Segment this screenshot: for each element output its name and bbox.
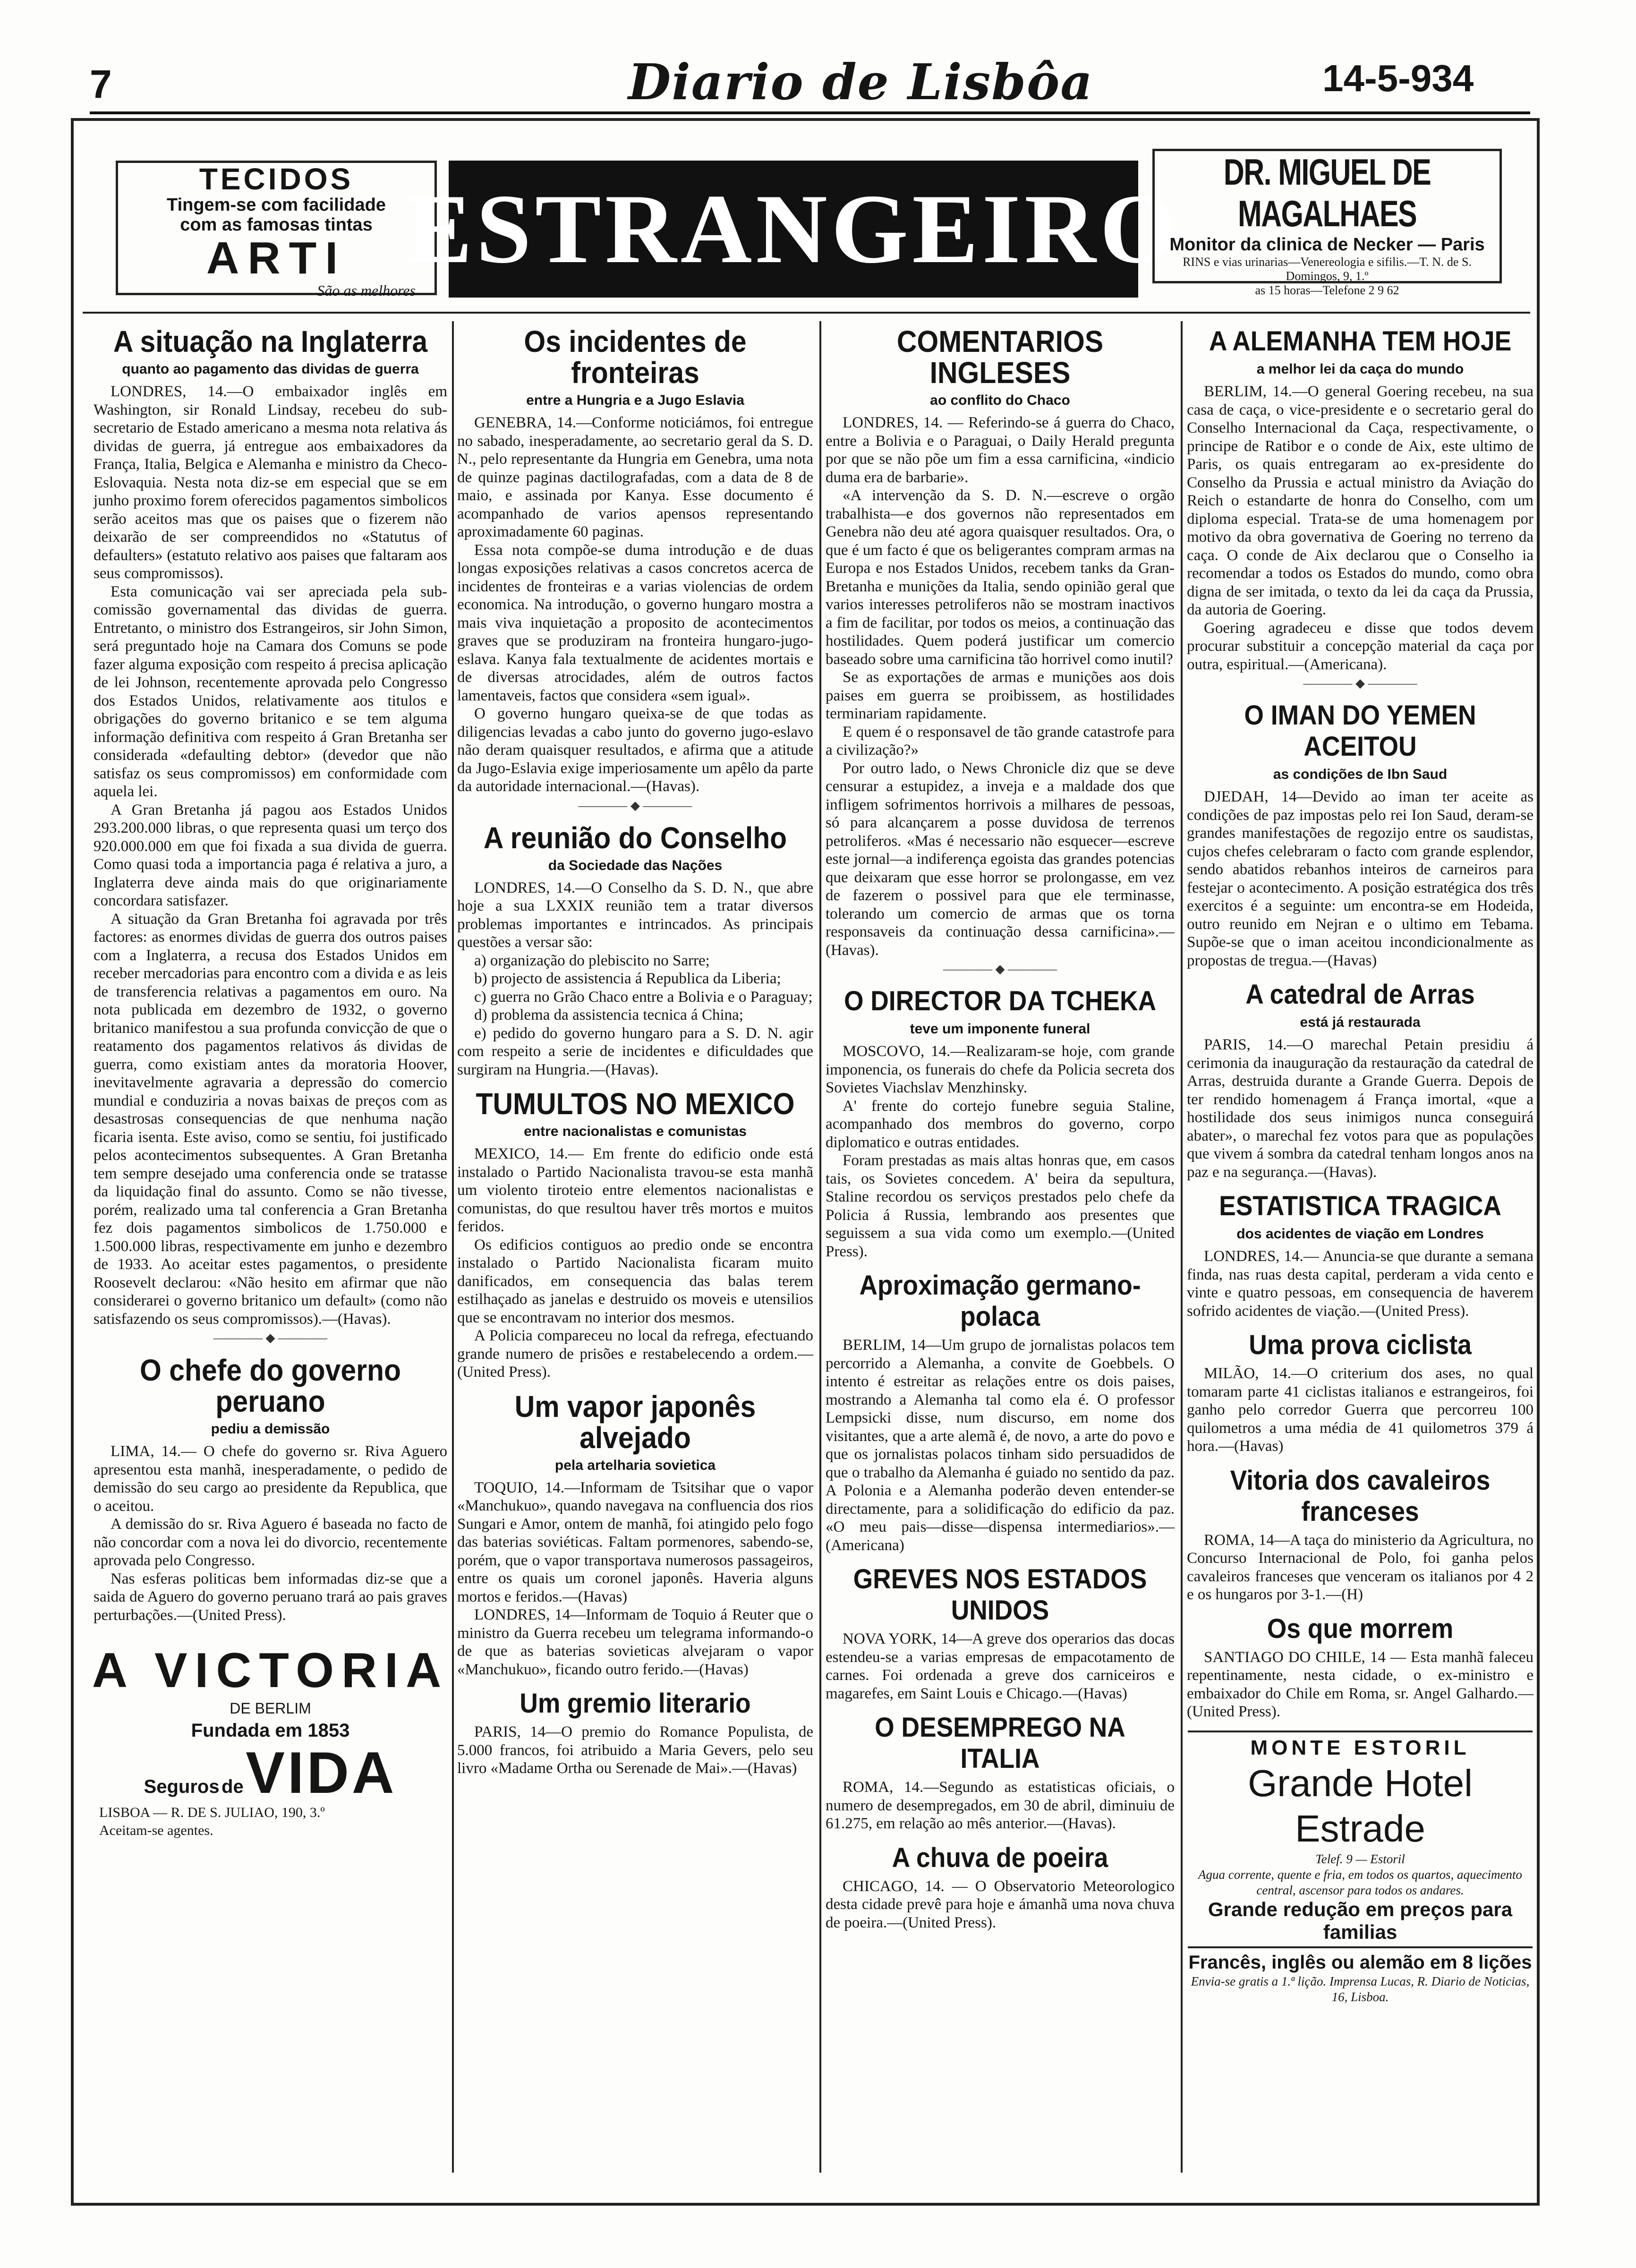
languages-text: Envia-se gratis a 1.ª lição. Imprensa Lucas, R. Diario de Noticias, 16, Lisboa. [1191, 1974, 1530, 2004]
article-subtitle: está já restaurada [1300, 1015, 1421, 1030]
article-title: A situação na Inglaterra [113, 324, 428, 358]
languages-headline: Francês, inglês ou alemão em 8 lições [1188, 1952, 1532, 1973]
article-divider: ———— ◆ ———— [578, 798, 692, 812]
article-divider: ———— ◆ ———— [1303, 676, 1417, 690]
article-title: GREVES NOS ESTADOS UNIDOS [853, 1564, 1147, 1626]
article-title: Os incidentes de fronteiras [524, 324, 747, 390]
article-title: A reunião do Conselho [483, 820, 787, 855]
article-paragraph: b) projecto de assistencia á Republica da Liberia; [474, 970, 781, 987]
article-paragraph: d) problema da assistencia tecnica á China; [474, 1006, 743, 1023]
victoria-ad [90, 1643, 451, 1840]
article-paragraph: Se as exportações de armas e munições aos dois paises em guerra se proibissem, as hostilidades terminariam rapidamente. [826, 669, 1175, 722]
article-title: O DIRECTOR DA TCHEKA [844, 986, 1157, 1016]
article-title: Os que morrem [1267, 1613, 1454, 1644]
article-divider: ———— ◆ ———— [213, 1331, 327, 1345]
article-paragraph: MILÃO, 14.—O criterium dos ases, no qual tomaram parte 41 ciclistas italianos e estrangeiros, foi ganho pelo corredor Guerra que percorreu 100 quilometros a uma média de 41 quilometros 379 á hora.—(Havas) [1187, 1365, 1534, 1455]
column-3 [822, 316, 1178, 1932]
article-paragraph: LIMA, 14.— O chefe do governo sr. Riva Aguero apresentou esta manhã, inesperadamente, o pedido de demissão do seu cargo ao presidente da Republica, que o aceitou. [94, 1443, 447, 1515]
article-subtitle: da Sociedade das Nações [548, 857, 723, 873]
column-4 [1183, 316, 1537, 2005]
article-paragraph: Foram prestadas as mais altas honras que, em casos tais, os Sovietes concedem. A' beira da sepultura, Staline recordou os serviços prestados pelo chefe da Policia á Russia, lembrando aos presentes que seguissem a sua vida como um exemplo.—(United Press). [826, 1152, 1175, 1260]
masthead-rule [90, 111, 1530, 114]
article-paragraph: PARIS, 14.—O marechal Petain presidiu á cerimonia da inauguração da restauração da catedral de Arras, destruida durante a Grande Guerra. Depois de ter rendido homenagem á França imortal, «que a hostilidade dos seus inimigos nunca conseguirá abater», o marechal fez votos para que as populações que vivem á sombra da catedral tenham longos anos na paz e na segurança.—(Havas). [1187, 1036, 1534, 1181]
victoria-city: DE BERLIM [230, 1700, 311, 1717]
article-paragraph: LONDRES, 14. — Referindo-se á guerra do Chaco, entre a Bolivia e o Paraguai, o Daily Herald pregunta por que se não põe um fim a essa carnificina, «indicio duma era de barbarie». [826, 414, 1175, 486]
article-paragraph: c) guerra no Grão Chaco entre a Bolivia e o Paraguay; [474, 988, 813, 1006]
hotel-text: Agua corrente, quente e fria, em todos os quartos, aquecimento central, ascensor para todos os andares. [1198, 1867, 1522, 1897]
article-paragraph: Os edificios contiguos ao predio onde se encontra instalado o Partido Nacionalista ficaram muito danificados, em consequencia das balas terem estilhaçado as janelas e destruido os moveis e utensilios que se encontravam no interior dos mesmos. [457, 1236, 813, 1326]
estoril-ad [1183, 1731, 1537, 2005]
article-paragraph: a) organização do plebiscito no Sarre; [474, 952, 710, 969]
article-title: Vitoria dos cavaleiros franceses [1230, 1465, 1491, 1527]
page-number: 7 [90, 62, 112, 106]
article-paragraph: LONDRES, 14.—O embaixador inglês em Washington, sir Ronald Lindsay, recebeu do sub-secretario de Estado americano a mesma nota relativa ás dividas de guerra, já entregue aos embaixadores da França, Italia, Belgica e Alemanha e ministro da Checo-Eslovaquia. Nesta nota diz-se em especial que se em junho proximo forem oferecidos pagamentos simbolicos serão aceitos mas que os paises que o fizerem não deixarão de ser compreendidos no «Statutus of defaulters» (estatuto relativo aos paises que faltaram aos seus compromissos). [94, 383, 447, 582]
victoria-brand: A VICTORIA [92, 1643, 449, 1698]
article-paragraph: Essa nota compõe-se duma introdução e de duas longas exposições relativas a casos concretos acerca de incidentes de fronteiras e a varias violencias de ordem economica. Na introdução, o governo hungaro mostra a mais viva inquietação a proposito de acontecimentos graves que se produziram na fronteira hungaro-jugo-eslava. Kanya fala textualmente de acidentes mortais e de diversas atrocidades, além de outros factos lamentaveis, factos que considera «sem igual». [457, 541, 813, 704]
article-paragraph: TOQUIO, 14.—Informam de Tsitsihar que o vapor «Manchukuo», quando navegava na confluencia dos rios Sungari e Amor, ontem de manhã, foi atingido pelo fogo das baterias soviéticas. Faltam pormenores, sabendo-se, porém, que o vapor transportava numerosos passageiros, entre os quais um coronel japonês. Haveria alguns mortos e feridos.—(Havas) [457, 1479, 813, 1605]
newspaper-title: Diario de Lisbôa [628, 53, 1093, 111]
victoria-de: de [222, 1776, 244, 1797]
ad-rule [1188, 1731, 1533, 1732]
victoria-seguros: Seguros [144, 1776, 220, 1797]
arti-brand: ARTI [206, 233, 346, 283]
article-subtitle: entre nacionalistas e comunistas [524, 1124, 747, 1139]
article-paragraph: SANTIAGO DO CHILE, 14 — Esta manhã faleceu repentinamente, nesta cidade, o ex-ministro e embaixador do Chile em Roma, sr. Angel Galhardo.—(United Press). [1187, 1648, 1534, 1720]
article-subtitle: quanto ao pagamento das dividas de guerra [122, 361, 419, 377]
article-subtitle: ao conflito do Chaco [930, 392, 1070, 408]
article-paragraph: BERLIM, 14.—O general Goering recebeu, na sua casa de caça, o vice-presidente e o secretario geral do Conselho Internacional da Caça, respectivamente, o principe de Ratibor e o conde de Aix, este ultimo de Paris, os quais entregaram ao ex-presidente do Conselho da Prussia e actual ministro da Aviação do Reich o estandarte de honra do Conselho, com um diploma especial. Trata-se de uma homenagem por motivo da obra governativa de Goering no terreno da caça. O conde de Aix declarou que o Conselho ia recomendar a todos os Estados do mundo, como obra digna de ser imitada, o texto da lei da caça da Prussia, da autoria de Goering. [1187, 383, 1534, 618]
article-title: Uma prova ciclista [1249, 1330, 1472, 1360]
doctor-line1: Monitor da clinica de Necker — Paris [1169, 235, 1485, 255]
issue-date: 14-5-934 [1322, 57, 1474, 99]
article-paragraph: LONDRES, 14.— Anuncia-se que durante a semana finda, nas ruas desta capital, perderam a vida cento e vinte e quatro pessoas, em consequencia de haverem sofrido acidentes de viação.—(United Press). [1187, 1248, 1534, 1320]
estoril-top: MONTE ESTORIL [1250, 1736, 1470, 1759]
doctor-name: DR. MIGUEL DE MAGALHAES [1223, 151, 1431, 234]
article-paragraph: A' frente do cortejo funebre seguia Staline, acompanhado dos membros do governo, corpo diplomatico e outras entidades. [826, 1097, 1175, 1151]
article-subtitle: as condições de Ibn Saud [1273, 767, 1448, 782]
article-title: ESTATISTICA TRAGICA [1219, 1191, 1501, 1221]
article-paragraph: e) pedido do governo hungaro para a S. D. N. agir com respeito a serie de incidentes e dificuldades que surgiram na Hungria.—(Havas). [457, 1024, 813, 1078]
article-paragraph: E quem é o responsavel de tão grande catastrofe para a civilização?» [826, 723, 1175, 759]
section-banner: ESTRANGEIRO [449, 161, 1138, 298]
ad-rule [1188, 1946, 1533, 1948]
article-subtitle: pela artelharia sovietica [554, 1457, 716, 1473]
tecidos-slogan: São as melhores [317, 282, 416, 299]
article-paragraph: A demissão do sr. Riva Aguero é baseada no facto de não concordar com a nova lei do divorcio, recentemente aprovada pelo Congresso. [94, 1516, 447, 1569]
article-title: O DESEMPREGO NA ITALIA [875, 1712, 1125, 1774]
tecidos-ad [116, 161, 437, 299]
hotel-phone: Telef. 9 — Estoril [1315, 1851, 1405, 1866]
article-title: Um gremio literario [520, 1688, 751, 1719]
article-paragraph: PARIS, 14—O premio do Romance Populista, de 5.000 francos, foi atribuido a Maria Gevers, pelo seu livro «Madame Ortha ou Serenade de Mai».—(Havas) [457, 1723, 813, 1777]
article-paragraph: NOVA YORK, 14—A greve dos operarios das docas estendeu-se a varias empresas de empacotamento de carnes. Foi ordenada a greve dos carniceiros e magarefes, em Saint Louis e Chicago.—(Havas) [826, 1630, 1175, 1702]
article-paragraph: ROMA, 14—A taça do ministerio da Agricultura, no Concurso Internacional de Polo, foi ganha pelos cavaleiros franceses que venceram os italianos por 4 2 e os hungaros por 3-1.—(H) [1187, 1531, 1534, 1603]
article-paragraph: DJEDAH, 14—Devido ao iman ter aceite as condições de paz impostas pelo rei Ion Saud, deram-se grandes manifestações de regozijo entre os saudistas, cujos chefes celebraram o facto com grande esplendor, sendo abatidos rebanhos inteiros de carneiros para festejar o acontecimento. A posição estratégica dos três exercitos é a seguinte: um encontra-se em Hodeida, outro reunido em Nejran e o ultimo em Tebama. Supõe-se que o iman aceitou incondicionalmente as propostas de tregua.—(Havas) [1187, 788, 1534, 969]
doctor-line3: as 15 horas—Telefone 2 9 62 [1255, 283, 1399, 297]
hotel-name: Grande Hotel Estrade [1248, 1762, 1473, 1850]
victoria-agents: Aceitam-se agentes. [99, 1823, 213, 1838]
victoria-founded: Fundada em 1853 [191, 1720, 350, 1741]
tecidos-headline: TECIDOS [199, 162, 354, 196]
article-title: COMENTARIOS INGLESES [896, 324, 1104, 390]
article-paragraph: GENEBRA, 14.—Conforme noticiámos, foi entregue no sabado, inesperadamente, ao secretario geral da S. D. N., pelo representante da Hungria em Genebra, uma nota de quinze paginas dactilografadas, com a data de 8 de maio, e assinada por Kanya. Esse documento é acompanhado de varios apensos representando aproximadamente 60 paginas. [457, 414, 813, 540]
article-title: A chuva de poeira [892, 1842, 1108, 1873]
article-subtitle: dos acidentes de viação em Londres [1236, 1226, 1484, 1242]
article-title: A catedral de Arras [1245, 979, 1475, 1010]
column-rule [1181, 321, 1183, 2173]
article-divider: ———— ◆ ———— [943, 962, 1057, 976]
article-subtitle: pediu a demissão [211, 1421, 330, 1437]
article-subtitle: teve um imponente funeral [910, 1021, 1091, 1037]
victoria-vida: VIDA [246, 1740, 397, 1806]
tecidos-line1: Tingem-se com facilidade [167, 195, 386, 215]
article-title: O IMAN DO YEMEN ACEITOU [1244, 700, 1476, 762]
article-paragraph: BERLIM, 14—Um grupo de jornalistas polacos tem percorrido a Alemanha, a convite de Goebbels. O intento é estreitar as relações entre os dois paises, mostrando a Alemanha tal como ela é. O professor Lempsicki disse, num discurso, em nome dos visitantes, que a arte alemã é, de novo, a arte do povo e que os jornalistas polacos tinham sido persuadidos de que o trabalho da Alemanha é guiado no sentido da paz. A Polonia e a Alemanha poderão deven entender-se directamente, para a solidificação do edificio da paz. «O meu pais—disse—dispensa intermediarios».—(Americana) [826, 1337, 1175, 1554]
column-2 [453, 316, 817, 1778]
article-subtitle: a melhor lei da caça do mundo [1256, 361, 1464, 377]
article-paragraph: CHICAGO, 14. — O Observatorio Meteorologico desta cidade prevê para hoje e ámanhã uma nova chuva de poeira.—(United Press). [826, 1877, 1175, 1931]
doctor-line2: RINS e vias urinarias—Venereologia e sifilis.—T. N. de S. Domingos, 9, 1.º [1183, 255, 1472, 283]
column-rule [819, 321, 821, 2173]
article-paragraph: MOSCOVO, 14.—Realizaram-se hoje, com grande imponencia, os funerais do chefe da Policia secreta dos Sovietes Viachslav Menzhinsky. [826, 1043, 1175, 1096]
article-paragraph: A situação da Gran Bretanha foi agravada por três factores: as enormes dividas de guerra dos outros paises com a Inglaterra, a recusa dos Estados Unidos em receber mercadorias para encontro com a divida e as leis de transferencia relativas a pagamentos em ouro. Na nota publicada em dezembro de 1932, o governo britanico manifestou a sua profunda convicção de que o reatamento dos pagamentos relativos ás dividas de guerra, como existiam antes da moratoria Hoover, inevitavelmente agravaria a depressão do comercio mundial e conduziria a novas baixas de preços com as desastrosas consequencias de que nenhuma nação ficaria isenta. Este aviso, como se sentiu, foi justificado pelos acontecimentos subsequentes. A Gran Bretanha tem sempre desejado uma conferencia onde se tratasse da liquidação final do assunto. Como se não tivesse, porém, realizado uma tal conferencia a Gran Bretanha fez dois pagamentos simbolicos de 1.750.000 e 1.500.000 libras, respectivamente em junho e dezembro de 1933. Ao aceitar estes pagamentos, o presidente Roosevelt declarou: «Não hesito em afirmar que não considerarei o governo britanico um default» (como não satisfazendo os seus compromissos).—(Havas). [94, 910, 447, 1328]
article-title: O chefe do governo peruano [140, 1353, 401, 1418]
article-paragraph: O governo hungaro queixa-se de que todas as diligencias levadas a cabo junto do governo jugo-eslavo não deram quaisquer resultados, e afirma que a atitude da Jugo-Eslavia exige imperiosamente um apêlo da parte da autoridade internacional.—(Havas). [457, 705, 813, 795]
article-paragraph: MEXICO, 14.— Em frente do edificio onde está instalado o Partido Nacionalista travou-se esta manhã um violento tiroteio entre elementos nacionalistas e comunistas, do que resultou haver três mortos e muitos feridos. [457, 1145, 813, 1235]
article-paragraph: LONDRES, 14—Informam de Toquio á Reuter que o ministro da Guerra recebeu um telegrama informando-o de que as baterias sovieticas alvejaram o vapor «Manchukuo», ficando outro ferido.—(Havas) [457, 1606, 813, 1678]
article-paragraph: LONDRES, 14.—O Conselho da S. D. N., que abre hoje a sua LXXIX reunião tem a tratar diversos problemas importantes e intrincados. As principais questões a versar são: [457, 879, 813, 951]
article-paragraph: ROMA, 14.—Segundo as estatisticas oficiais, o numero de desempregados, em 30 de abril, diminuiu de 61.275, em relação ao mês anterior.—(Havas). [826, 1779, 1175, 1832]
header-rule [83, 312, 1530, 314]
doctor-ad [1152, 149, 1502, 297]
hotel-promo: Grande redução em preços para familias [1208, 1898, 1513, 1943]
column-1 [90, 316, 451, 1840]
tecidos-line2: com as famosas tintas [180, 215, 373, 235]
article-paragraph: «A intervenção da S. D. N.—escreve o orgão trabalhista—e dos governos não representados em Genebra não deu até agora quaisquer resultados. Ora, o que é um facto é que os beligerantes compram armas na Europa e nos Estados Unidos, recebem tanks da Gran-Bretanha e munições da Italia, sendo opinião geral que varios interesses petroliferos não se mostram inactivos a fim de facilitar, por todos os meios, a continuação das hostilidades. Quem poderá justificar um comercio baseado sobre uma carnificina tão horrivel como inutil? [826, 487, 1175, 668]
article-subtitle: entre a Hungria e a Jugo Eslavia [526, 392, 744, 408]
article-title: TUMULTOS NO MEXICO [476, 1087, 795, 1121]
article-paragraph: Esta comunicação vai ser apreciada pela sub-comissão governamental das dividas de guerra. Entretanto, o ministro dos Estrangeiros, sir John Simon, será preguntado hoje na Camara dos Comuns se pode fazer alguma exposição com respeito á precisa aplicação de lei Johnson, recentemente aprovada pelo Congresso dos Estados Unidos, relativamente aos titulos e obrigações do governo britanico e se tem alguma informação definitiva com respeito á Gran Bretanha ser considerada «defaulting debtor» (devedor que não satisfaz os seus compromissos) em conformidade com aquela lei. [94, 583, 447, 800]
article-title: Aproximação germano-polaca [859, 1270, 1141, 1332]
victoria-address: LISBOA — R. DE S. JULIAO, 190, 3.º [99, 1805, 325, 1820]
article-paragraph: A Gran Bretanha já pagou aos Estados Unidos 293.200.000 libras, o que representa quasi um terço dos 920.000.000 em que foi fixada a sua divida de guerra. Como quasi toda a importancia paga é relativa a juro, a Inglaterra deve ainda mais do que originariamente concordara satisfazer. [94, 801, 447, 909]
article-title: A ALEMANHA TEM HOJE [1209, 326, 1512, 357]
article-paragraph: Goering agradeceu e disse que todos devem procurar substituir a concepção material da caça por outra, espiritual.—(Americana). [1187, 619, 1534, 673]
article-paragraph: Nas esferas politicas bem informadas diz-se que a saida de Aguero do governo peruano trará ao pais graves perturbações.—(United Press). [94, 1570, 447, 1624]
article-title: Um vapor japonês alvejado [514, 1389, 756, 1455]
article-paragraph: A Policia compareceu no local da refrega, efectuando grande numero de prisões e restabelecendo a ordem.—(United Press). [457, 1327, 813, 1381]
article-paragraph: Por outro lado, o News Chronicle diz que se deve censurar a estupidez, a inveja e a maldade dos que infligem sofrimentos horrivois a milhares de pessoas, só para alcançarem a posse duvidosa de terrenos petroliferos. «Mas é necessario não esquecer—escreve este jornal—a indiferença egoista das grandes potencias que deixaram que esse horror se prolongasse, em vez de fazerem o possivel para que ele terminasse, tolerando um comercio de armas que os torna responsaveis da continuação dessa carnificina».—(Havas). [826, 759, 1175, 959]
